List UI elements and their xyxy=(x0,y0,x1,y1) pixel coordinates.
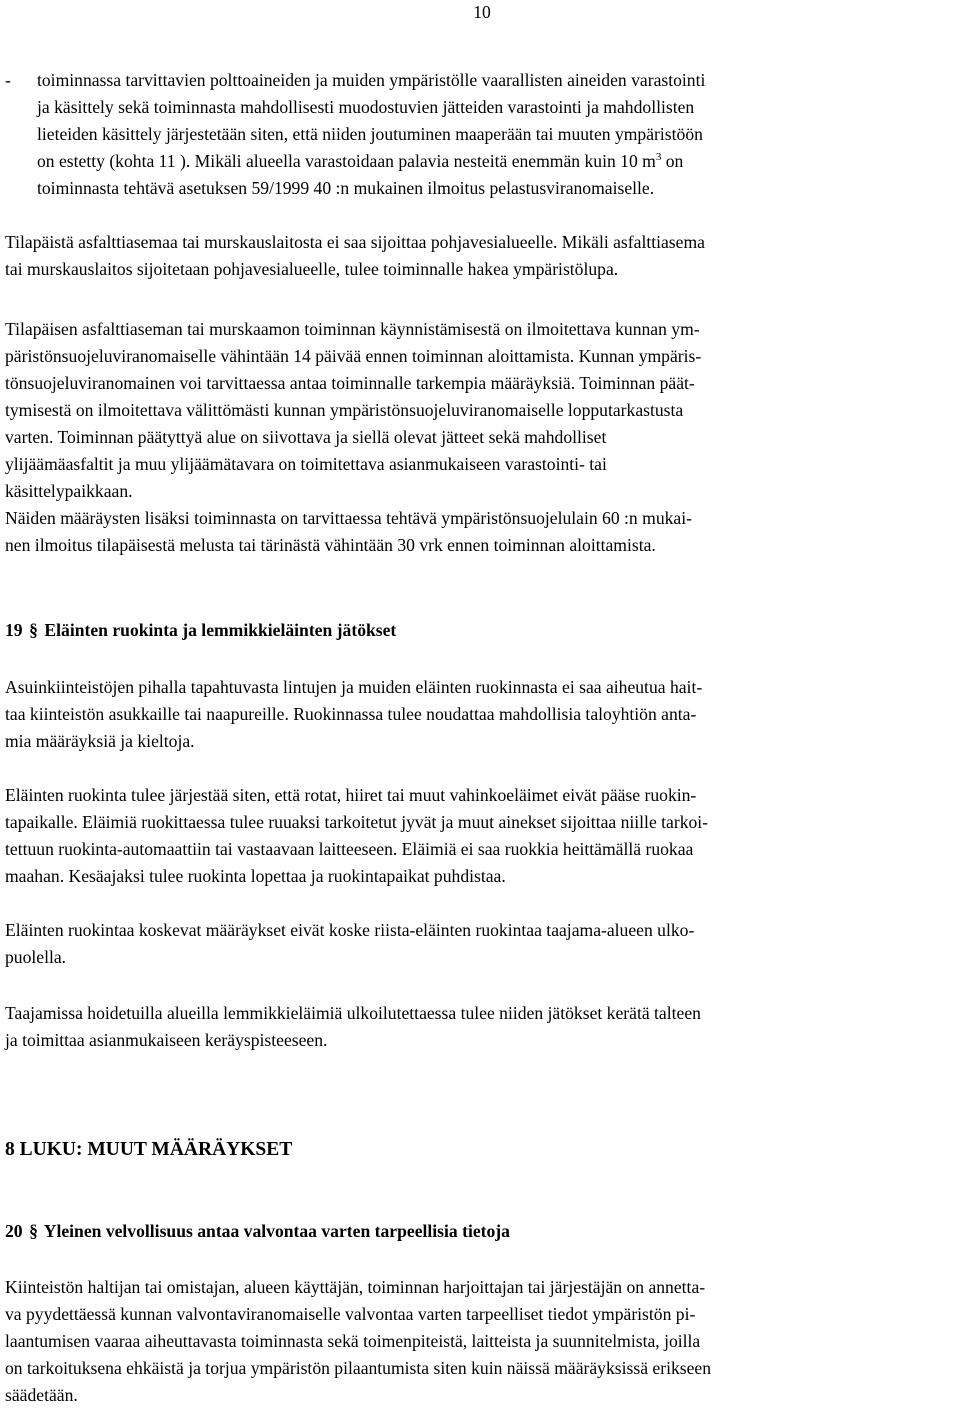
section-title: Eläinten ruokinta ja lemmikkieläinten jätökset xyxy=(44,620,397,640)
text-line: Tilapäistä asfalttiasemaa tai murskauslaitosta ei saa sijoittaa pohjavesialueelle. Mikäli asfalttiasema xyxy=(5,232,705,252)
bullet-item xyxy=(5,67,948,202)
section-number: 19 xyxy=(5,620,23,640)
section-number: 20 xyxy=(5,1221,23,1241)
bullet-marker: - xyxy=(5,70,11,90)
section-symbol: § xyxy=(29,620,38,640)
text-line: varten. Toiminnan päätyttyä alue on siivottava ja siellä olevat jätteet sekä mahdolliset xyxy=(5,427,607,447)
text-line: päristönsuojeluviranomaiselle vähintään 14 päivää ennen toiminnan aloittamista. Kunnan ympäris- xyxy=(5,346,702,366)
text-line: lieteiden käsittely järjestetään siten, että niiden joutuminen maaperään tai muuten ympäristöön xyxy=(37,124,703,144)
text-line: Taajamissa hoidetuilla alueilla lemmikkieläimiä ulkoilutettaessa tulee niiden jätökset kerätä talteen xyxy=(5,1003,701,1023)
text-line: säädetään. xyxy=(5,1385,78,1405)
text-line: tymisestä on ilmoitettava välittömästi kunnan ympäristönsuojeluviranomaiselle lopputarkastusta xyxy=(5,400,684,420)
text-line: Eläinten ruokintaa koskevat määräykset eivät koske riista-eläinten ruokintaa taajama-alueen ulko- xyxy=(5,920,695,940)
section-title: Yleinen velvollisuus antaa valvontaa varten tarpeellisia tietoja xyxy=(43,1221,510,1241)
bullet-text xyxy=(37,67,948,202)
section-20-heading xyxy=(5,1218,948,1245)
section-symbol: § xyxy=(29,1221,38,1241)
text-line: ja käsittely sekä toiminnasta mahdollisesti muodostuvien jätteiden varastointi ja mahdollisten xyxy=(37,97,695,117)
text-line: käsittelypaikkaan. xyxy=(5,481,133,501)
paragraph-s19-3 xyxy=(5,917,948,971)
page-number: 10 xyxy=(473,2,491,22)
text-line: tai murskauslaitos sijoitetaan pohjavesialueelle, tulee toiminnalle hakea ympäristölupa. xyxy=(5,259,619,279)
text-line: maahan. Kesäajaksi tulee ruokinta lopettaa ja ruokintapaikat puhdistaa. xyxy=(5,866,506,886)
text-line: tettuun ruokinta-automaattiin tai vastaavaan laitteeseen. Eläimiä ei saa ruokkia heittämällä ruokaa xyxy=(5,839,694,859)
text-line: ja toimittaa asianmukaiseen keräyspisteeseen. xyxy=(5,1030,328,1050)
text-line: Näiden määräysten lisäksi toiminnasta on tarvittaessa tehtävä ympäristönsuojelulain 60 :n mukai- xyxy=(5,508,692,528)
text-line: laantumisen vaaraa aiheuttavasta toiminnasta sekä toimenpiteistä, laitteista ja suunnitelmista, joilla xyxy=(5,1331,701,1351)
text-line: ylijäämäasfaltit ja muu ylijäämätavara on toimitettava asianmukaiseen varastointi- tai xyxy=(5,454,607,474)
text-line: mia määräyksiä ja kieltoja. xyxy=(5,731,195,751)
chapter-8-heading: 8 LUKU: MUUT MÄÄRÄYKSET xyxy=(5,1139,293,1160)
text-line: toiminnassa tarvittavien polttoaineiden ja muiden ympäristölle vaarallisten aineiden varastointi xyxy=(37,70,706,90)
text-line: Eläinten ruokinta tulee järjestää siten, että rotat, hiiret tai muut vahinkoeläimet eivät pääse ruokin- xyxy=(5,785,697,805)
text-line: Asuinkiinteistöjen pihalla tapahtuvasta lintujen ja muiden eläinten ruokinnasta ei saa aiheutua hait- xyxy=(5,677,703,697)
text-line: Tilapäisen asfalttiaseman tai murskaamon toiminnan käynnistämisestä on ilmoitettava kunnan ym- xyxy=(5,319,700,339)
text-line: on tarkoituksena ehkäistä ja torjua ympäristön pilaantumista siten kuin näissä määräyksissä erikseen xyxy=(5,1358,712,1378)
text-line: tapaikalle. Eläimiä ruokittaessa tulee ruuaksi tarkoitetut jyvät ja muut ainekset sijoittaa niille tarkoi- xyxy=(5,812,709,832)
paragraph-asfaltti-1 xyxy=(5,229,948,283)
text-fragment: on estetty (kohta 11 ). Mikäli alueella varastoidaan palavia nesteitä enemmän kuin 10 m xyxy=(37,151,656,171)
paragraph-s19-2 xyxy=(5,782,948,890)
text-line: tönsuojeluviranomainen voi tarvittaessa antaa toiminnalle tarkempia määräyksiä. Toiminnan päät- xyxy=(5,373,695,393)
text-line: nen ilmoitus tilapäisestä melusta tai tärinästä vähintään 30 vrk ennen toiminnan aloittamista. xyxy=(5,535,656,555)
paragraph-s20-1 xyxy=(5,1274,948,1409)
text-line: toiminnasta tehtävä asetuksen 59/1999 40 :n mukainen ilmoitus pelastusviranomaiselle. xyxy=(37,178,655,198)
text-fragment: on xyxy=(661,151,684,171)
text-line: puolella. xyxy=(5,947,67,967)
text-line: va pyydettäessä kunnan valvontaviranomaiselle valvontaa varten tarpeelliset tiedot ympäristön pi- xyxy=(5,1304,696,1324)
text-line: Kiinteistön haltijan tai omistajan, alueen käyttäjän, toiminnan harjoittajan tai järjestäjän on annetta- xyxy=(5,1277,706,1297)
section-19-heading xyxy=(5,617,948,644)
text-line xyxy=(37,148,948,175)
superscript: 3 xyxy=(655,151,662,163)
text-line: taa kiinteistön asukkaille tai naapureille. Ruokinnassa tulee noudattaa mahdollisia taloyhtiön anta- xyxy=(5,704,697,724)
paragraph-asfaltti-2 xyxy=(5,316,948,559)
paragraph-s19-4 xyxy=(5,1000,948,1054)
paragraph-s19-1 xyxy=(5,674,948,755)
